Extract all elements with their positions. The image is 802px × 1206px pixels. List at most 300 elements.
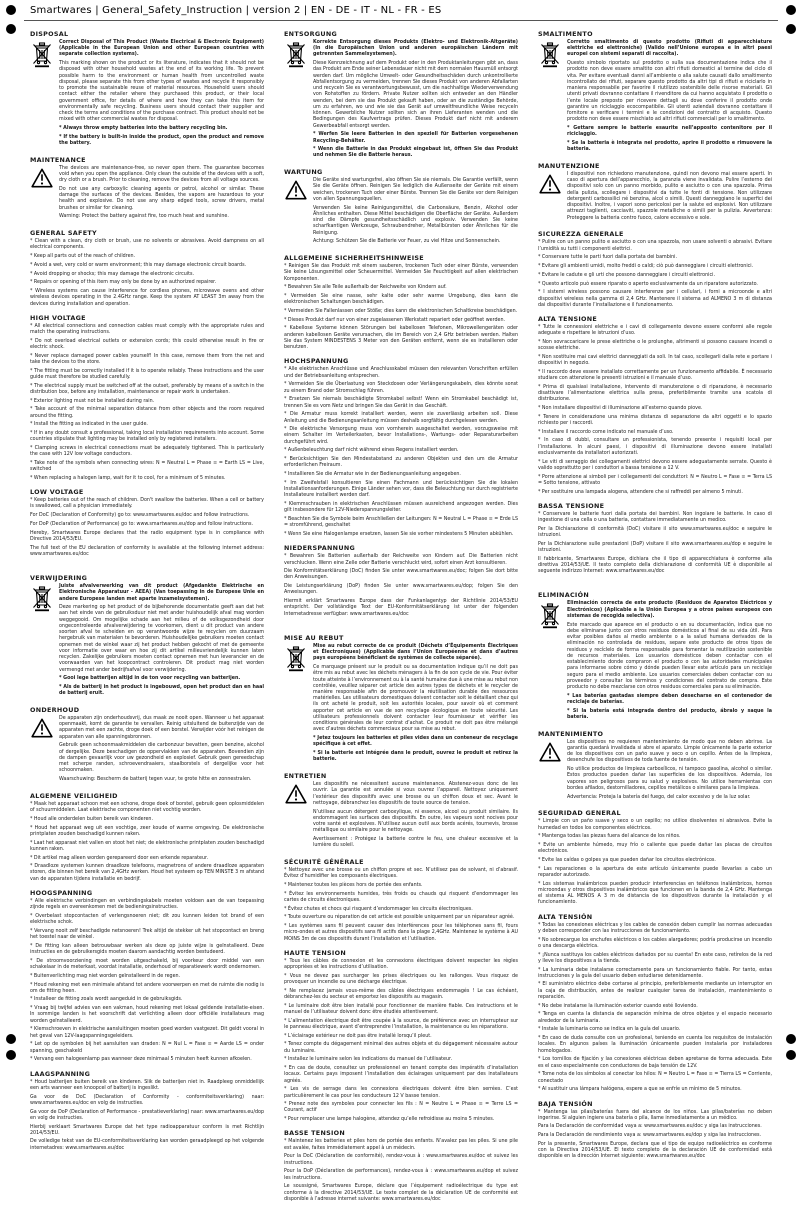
section-text: * El suministro eléctrico debe cortarse al principio, preferiblemente mediante un interruptor en la caja de distribución, antes de realizar cualquier tarea de instalación, mantenimiento o reparación. (538, 982, 772, 1001)
section-title: MANUTENZIONE (538, 162, 772, 170)
section-text: Mise au rebut correcte de ce produit (Déchets d’Équipements Électriques et Électroniques) (Applicable dans l’Union Européenne et dans d’autres pays européens bénéficiant de systèmes de collecte séparée). (313, 644, 518, 663)
registration-mark (6, 1050, 16, 1060)
section-text: * Do not overload electrical outlets or extension cords; this could otherwise result in fire or electric shock. (30, 339, 264, 351)
section-text: No utilice productos de limpieza carboxílicos, ni tampoco gasolina, alcohol o similar. Estos productos pueden dañar las superficies de los dispositivos. Además, los vapores son peligrosos para su salud y explosivos. No utilice herramientas con bordes afilados, destornilladores, cepillos metálicos o similares para la limpieza. (567, 767, 772, 792)
section-content (30, 40, 264, 150)
section-text: Die Konformitätserklärung (DoC) finden Sie unter www.smartwares.eu/doc; folgen Sie dort bitte den Anweisungen. (284, 569, 518, 581)
section-text: Korrekte Entsorgung dieses Produkts (Elektro- und Elektronik-Altgeräte) (In die Europäischen Union und anderen europäischen Ländern mit getrennten Sammelsystemen). (313, 40, 518, 59)
section-text: * Toute ouverture ou réparation de cet article est possible uniquement par un réparateur agréé. (284, 915, 518, 921)
section-text: * Evitare gli ambienti umidi, molto freddi o caldi; ciò può danneggiare i circuiti elettronici. (538, 264, 772, 270)
section-doc-dop-en (30, 513, 264, 528)
section-text: * Si la batería está integrada dentro del producto, ábralo y saque la batería. (567, 709, 772, 721)
section-title: HIGH VOLTAGE (30, 314, 264, 322)
section-content (30, 1125, 264, 1152)
section-high-voltage-it (538, 315, 772, 496)
section-text: * Houd rekening met een minimale afstand tot andere voorwerpen en met de ruimte die nodig is om de fitting heen. (30, 983, 264, 995)
section-text: * Installieren Sie die Armatur wie in der Bedienungsanleitung angegeben. (284, 472, 518, 478)
section-text: * Die Armatur muss korrekt installiert werden, wenn sie zuverlässig arbeiten soll. Diese Anleitung und die Bedienungsanleitung müssen deshalb sorgfältig durchgelesen werden. (284, 412, 518, 424)
section-text: * Vervang nooit zelf beschadigde netsnoeren! Trek altijd de stekker uit het stopcontact en breng het toestel naar de winkel. (30, 929, 264, 941)
section-text: Warning: Protect the battery against fire, too much heat and sunshine. (59, 214, 264, 220)
section-content (538, 740, 772, 804)
section-text: * Limpie con un paño suave y seco o un cepillo; no utilice disolventes ni abrasivos. Evite la humedad en todos los componentes eléctricos. (538, 819, 772, 831)
section-text: * Gooi lege batterijen altijd in de ton voor recycling van batterijen. (59, 676, 264, 682)
section-text: Ga voor de DoP (Declaration of Performance - prestatieverklaring) naar: www.smartwares.eu/dop en volg de instructies. (30, 1110, 264, 1122)
section-text: * Installeer de fitting zoals wordt aangeduid in de gebruiksgids. (30, 997, 264, 1003)
section-general-safety-en (30, 229, 264, 308)
section-text: * Klemmschrauben in elektrischen Anschlüssen müssen ausreichend angezogen werden. Dies gilt insbesondere für 12V-Niederspannungsleiter. (284, 502, 518, 514)
section-text: Verwenden Sie keine Reinigungsmittel, die Carbonsäure, Benzin, Alkohol oder Ähnliches enthalten. Diese Mittel beschädigen die Oberfläche der Geräte. Außerdem sind die Dämpfe gesundheitsschädlich und explosiv. Verwenden Sie keine scharfkantigen Werkzeuge, Schraubendreher, Metallbürsten oder Ähnliches für die Reinigung. (313, 206, 518, 237)
section-high-voltage-de (284, 357, 518, 538)
section-text: * Tenez compte du dégagement minimal des autres objets et du dégagement nécessaire autour du luminaire. (284, 1042, 518, 1054)
section-content (30, 1095, 264, 1122)
section-content (30, 584, 264, 700)
section-doc-dop-it (538, 527, 772, 554)
section-declaration-it (538, 557, 772, 576)
registration-mark (786, 1050, 796, 1060)
section-content (284, 40, 518, 162)
section-title: ALTA TENSIÓN (538, 913, 772, 921)
section-title: HAUTE TENSION (284, 949, 518, 957)
document-body (30, 30, 772, 1206)
section-title: DISPOSAL (30, 30, 264, 38)
section-text: * Las reparaciones o la apertura de este artículo únicamente puede llevarlas a cabo un reparador autorizado. (538, 867, 772, 879)
section-disposal-fr (284, 634, 518, 766)
section-low-voltage-de (284, 544, 518, 566)
section-text: Ga voor de DoC (Declaration of Conformity - conformiteitsverklaring) naar: www.smartwares.eu/doc en volg de instructies. (30, 1095, 264, 1107)
section-text: * Ersetzen Sie niemals beschädigte Stromkabel selbst! Wenn ein Stromkabel beschädigt ist, trennen Sie es vom Netz und bringen Sie das Gerät in das Geschäft. (284, 397, 518, 409)
section-text: Achtung: Schützen Sie die Batterie vor Feuer, zu viel Hitze und Sonnenschein. (313, 239, 518, 245)
section-text: Deze markering op het product of de bijbehorende documentatie geeft aan dat het aan het einde van de gebruiksduur niet met ander huishoudelijk afval mag worden weggegooid. Om mogelijke schade aan het milieu of de volksgezondheid door ongecontroleerde afvalverwijdering te voorkomen, dient u dit product van andere soorten afval te scheiden en op verantwoorde wijze te recyclen om duurzaam hergebruik van materialen te bevorderen. Huishoudelijke gebruikers moeten contact opnemen met de winkel waar zij het product hebben gekocht of met de gemeente voor informatie over waar en hoe zij dit artikel milieuvriendelijk kunnen laten recyclen. Zakelijke gebruikers moeten contact opnemen met hun leverancier en de voorwaarden van het koopcontract controleren. Dit product mag niet worden vermengd met ander bedrijfsafval voor verwijdering. (59, 605, 264, 674)
section-low-voltage-fr (284, 1129, 518, 1151)
section-text: Eliminación correcta de este producto (Residuos de Aparatos Eléctricos y Electrónicos) (Aplicable a la Unión Europea y a otros países europeos con sistemas de recogida selectiva). (567, 601, 772, 620)
section-content (284, 1154, 518, 1181)
section-text: * Always throw empty batteries into the battery recycling bin. (59, 126, 264, 132)
section-text: Per la Dichiarazione sulle prestazioni (DoP) visitare il sito www.smartwares.eu/dop e seguire le istruzioni. (538, 542, 772, 554)
section-text: * Installez le luminaire selon les indications du manuel de l’utilisateur. (284, 1057, 518, 1063)
section-content (30, 531, 264, 558)
section-content (284, 1139, 518, 1151)
section-text: * En caso de duda consulte con un profesional, teniendo en cuenta los requisitos de instalación locales. En algunos países la iluminación únicamente pueden instalarla por instaladores homologados. (538, 1036, 772, 1055)
section-content (30, 166, 264, 223)
section-text: * Prenez note des symboles pour connecter les fils : N = Neutre L = Phase ≡ = Terre LS = Courant, actif (284, 1102, 518, 1114)
section-title: HOCHSPANNUNG (284, 357, 518, 365)
section-text: * In caso di dubbi, consultare un professionista, tenendo presente i requisiti locali per l’installazione. In alcuni paesi, i dispositivi di illuminazione devono essere installati esclusivamente da installatori autorizzati. (538, 438, 772, 457)
section-high-voltage-en (30, 314, 264, 482)
section-text: Correct Disposal of This Product (Waste Electrical & Electronic Equipment) (Applicable in the European Union and other European countries with separate collection systems). (59, 40, 264, 59)
section-title: LOW VOLTAGE (30, 488, 264, 496)
section-content (30, 716, 264, 786)
section-text: * Evite las caídas o golpes ya que pueden dañar los circuitos electrónicos. (538, 858, 772, 864)
section-text: * Wenn Sie eine Halogenlampe ersetzen, lassen Sie sie vorher mindestens 5 Minuten abkühlen. (284, 532, 518, 538)
language-block-es (538, 591, 772, 1160)
section-text: * Tutte le connessioni elettriche e i cavi di collegamento devono essere conformi alle regole adeguate e rispettare le istruzioni d’uso. (538, 325, 772, 337)
section-title: BASSE TENSION (284, 1129, 518, 1137)
section-text: * L’éclairage extérieur ne doit pas être installé lorsqu’il pleut. (284, 1034, 518, 1040)
section-maintenance-it (538, 162, 772, 224)
section-text: The full text of the EU declaration of conformity is available at the following internet address: www.smartwares.eu/doc (30, 546, 264, 558)
section-text: * Vermeiden Sie die Überlastung von Steckdosen oder Verlängerungskabeln, dies könnte sonst zu einem Brand oder Stromschlag führen. (284, 382, 518, 394)
section-text: * Instale la luminaria como se indica en la guía del usuario. (538, 1027, 772, 1033)
section-text: Le soussigné, Smartwares Europe, déclare que l’équipement radioélectrique du type est conforme à la directive 2014/53/UE. Le texte complet de la déclaration UE de conformité est disponible à l’adresse internet suivante: www.smartwares.eu/doc (284, 1184, 518, 1203)
column-1 (30, 30, 264, 1154)
section-text: Este marcado que aparece en el producto o en su documentación, indica que no debe eliminarse junto con otros residuos domésticos al final de su vida útil. Para evitar posibles daños al medio ambiente o a la salud humana derivados de la eliminación no controlada de residuos, separe este producto de otros tipos de residuos y recíclelo de forma responsable para fomentar la reutilización sostenible de recursos materiales. Los usuarios domésticos deben contactar con el establecimiento donde compraron el producto o con las autoridades municipales para informarse sobre cómo y dónde pueden llevar este artículo para un reciclaje seguro para el medio ambiente. Los usuarios comerciales deben contactar con su proveedor y consultar los términos y condiciones del contrato de compra. Este producto no debe mezclarse con otros residuos comerciales para su eliminación. (567, 623, 772, 692)
section-text: * If in any doubt consult a professional, taking local installation requirements into account. Some countries stipulate that lighting may be installed only by registered installers. (30, 431, 264, 443)
section-text: * Houd het apparaat weg uit een vochtige, zeer koude of warme omgeving. De elektronische printplaten zouden beschadigd kunnen raken. (30, 826, 264, 838)
section-title: ALLGEMEINE SICHERHEITSHINWEISE (284, 254, 518, 262)
section-declaration-fr (284, 1184, 518, 1203)
section-maintenance-de (284, 168, 518, 248)
section-text: * Pulire con un panno pulito e asciutto o con una spazzola, non usare solventi o abrasivi. Evitare l’umidità su tutti i componenti elettrici. (538, 240, 772, 252)
section-text: * Never replace damaged power cables yourself! In this case, remove them from the net and take the devices to the store. (30, 354, 264, 366)
section-text: * De stroomvoorziening moet worden uitgeschakeld, bij voorkeur door middel van een schakelaar in de meterkast, voordat installatie, onderhoud of reparatiewerk wordt ondernomen. (30, 959, 264, 971)
section-content (538, 172, 772, 224)
section-text: Gebruik geen schoonmaakmiddelen die carbonzuur bevatten, geen benzine, alcohol of dergelijke. Deze beschadigen de oppervlakken van de apparaten. Bovendien zijn de dampen gevaarlijk voor uw gezondheid en explosief. Gebruik geen gereedschap met scherpe randen, schroevendraaiers, staalborstels of dergelijke voor het schoonmaken. (59, 743, 264, 774)
section-text: * ¡Nunca sustituya los cables eléctricos dañados por su cuenta! En este caso, retírelos de la red y lleve los dispositivos a la tienda. (538, 953, 772, 965)
section-text: * Vraag bij twijfel advies van een vakman, houd rekening met lokaal geldende installatie-eisen. In sommige landen is het voorschrift dat verlichting alleen door officiële installateurs mag worden geïnstalleerd. (30, 1006, 264, 1025)
section-text: * Avoid dropping or shocks; this may damage the electronic circuits. (30, 272, 264, 278)
section-text: Do not use any carboxylic cleaning agents or petrol, alcohol or similar. These damage the surfaces of the devices. Besides, the vapors are hazardous to your health and explosive. Do not use any sharp edged tools, screw drivers, metal brushes or similar for cleaning. (59, 187, 264, 212)
section-text: * Clean with a clean, dry cloth or brush, use no solvents or abrasives. Avoid dampness on all electrical components. (30, 239, 264, 251)
section-text: * Vermeiden Sie eine nasse, sehr kalte oder sehr warme Umgebung, dies kann die elektronischen Schaltungen beschädigen. (284, 294, 518, 306)
section-general-safety-de (284, 254, 518, 351)
section-text: * Non installare dispositivi di illuminazione all’esterno quando piove. (538, 406, 772, 412)
section-text: * Keep batteries out of the reach of children. Don't swallow the batteries. When a cell or battery is swallowed, call a physician immediately. (30, 498, 264, 510)
section-text: * Maak het apparaat schoon met een schone, droge doek of borstel, gebruik geen oplosmiddelen of schuurmiddelen. Laat elektrische componenten niet vochtig worden. (30, 802, 264, 814)
section-content (284, 178, 518, 248)
section-low-voltage-en (30, 488, 264, 510)
section-text: * Jetez toujours les batteries et piles vides dans un conteneur de recyclage spécifique à cet effet. (313, 736, 518, 748)
section-text: N’utilisez aucun détergent carboxylique, ni essence, alcool ou produit similaire. Ils endommagent les surfaces des dispositifs. En outre, les vapeurs sont nocives pour votre santé et explosives. N’utilisez aucun outil aux bords acérés, tournevis, brosse métallique ou similaire pour le nettoyage. (313, 810, 518, 835)
section-text: Avertissement : Protégez la batterie contre le feu, une chaleur excessive et la lumière du soleil. (313, 837, 518, 849)
section-text: For DoC (Declaration of Conformity) go to: www.smartwares.eu/doc and follow instructions. (30, 513, 264, 519)
section-text: * L’alimentation électrique doit être coupée à la source, de préférence avec un interrupteur sur le panneau électrique, avant d’entreprendre l’installation, la maintenance ou les réparations. (284, 1019, 518, 1031)
section-content (284, 644, 518, 766)
section-declaration-en (30, 531, 264, 558)
section-maintenance-nl (30, 706, 264, 786)
section-text: * No sobrecargue los enchufes eléctricos o los cables alargadores; podría producirse un incendio o una descarga eléctrica. (538, 938, 772, 950)
section-text: * Las baterías gastadas siempre deben desecharse en el contenedor de reciclaje de baterías. (567, 694, 772, 706)
section-title: MISE AU REBUT (284, 634, 518, 642)
language-block-nl (30, 574, 264, 1152)
section-text: * Evite un ambiente húmedo, muy frío o caliente que puede dañar las placas de circuitos electrónicos. (538, 843, 772, 855)
section-text: For DoP (Declaration of Performance) go to: www.smartwares.eu/dop and follow instructions. (30, 522, 264, 528)
section-text: * Évitez les environnements humides, très froids ou chauds qui risquent d’endommager les cartes de circuits électroniques. (284, 892, 518, 904)
section-text: * Vervang een halogeenlamp pas wanneer deze minimaal 5 minuten heeft kunnen afkoelen. (30, 1057, 264, 1063)
section-text: Corretto smaltimento di questo prodotto (Rifiuti di apparecchiature elettriche ed elettroniche) (Valido nell’Unione europea e in altri paesi europei con sistemi separati di raccolta). (567, 40, 772, 59)
section-doc-dop-nl (30, 1095, 264, 1122)
section-text: * Die elektrische Versorgung muss von vornherein ausgeschaltet werden, vorzugsweise mit einem Schalter im Verteilerkasten, bevor Installations-, Wartungs- oder Reparaturarbeiten durchgeführt wird. (284, 427, 518, 446)
section-text: * Se la batteria è integrata nel prodotto, aprire il prodotto e rimuovere la batteria. (567, 141, 772, 153)
section-doc-dop-es (538, 1124, 772, 1139)
section-content (30, 899, 264, 1064)
section-text: * Exterior lighting must not be installed during rain. (30, 399, 264, 405)
section-text: * Alle elektrischen Anschlüsse und Anschlusskabel müssen den relevanten Vorschriften erfüllen und der Betriebsanleitung entsprechen. (284, 367, 518, 379)
section-text: * Vermeiden Sie Fallenlassen oder Stöße; dies kann die elektronischen Schaltkreise beschädigen. (284, 309, 518, 315)
section-text: * Im Zweifelsfall konsultieren Sie einen Fachmann und berücksichtigen Sie die lokalen Installationsanforderungen. Einige Länder sehen vor, dass die Beleuchtung nur durch registrierte Installateure installiert werden darf. (284, 481, 518, 500)
warning-triangle-icon (30, 166, 54, 223)
section-content (30, 513, 264, 528)
section-text: * Take account of the minimal separation distance from other objects and the room required around the fitting. (30, 407, 264, 419)
section-content (538, 601, 772, 723)
section-general-safety-fr (284, 858, 518, 943)
section-high-voltage-es (538, 913, 772, 1094)
section-title: MAINTENANCE (30, 156, 264, 164)
section-text: Juiste afvalverwerking van dit product (Afgedankte Elektrische en Elektronische Apparatuur - AEEA) (Van toepassing in de Europese Unie en andere Europese landen met aparte inzamelsystemen). (59, 584, 264, 603)
section-general-safety-es (538, 809, 772, 906)
language-block-it (538, 30, 772, 575)
section-content (30, 1080, 264, 1092)
section-text: Die Geräte sind wartungsfrei, also öffnen Sie sie niemals. Die Garantie verfällt, wenn Sie die Geräte öffnen. Reinigen Sie lediglich die Außenseite der Geräte mit einem weichen, trockenen Tuch oder einer Bürste. Trennen Sie die Geräte vor dem Reinigen von allen Spannungsquellen. (313, 178, 518, 203)
section-text: * Wenn die Batterie in das Produkt eingebaut ist, öffnen Sie das Produkt und nehmen Sie die Batterie heraus. (313, 147, 518, 159)
section-text: * Alle elektrische verbindingen en verbindingskabels moeten voldoen aan de van toepassing zijnde regels en overeenkomen met de bedieningsinstructies. (30, 899, 264, 911)
section-text: * Bewahren Sie Batterien außerhalb der Reichweite von Kindern auf. Die Batterien nicht verschlucken. Wenn eine Zelle oder Batterie verschluckt wird, sofort einen Arzt konsultieren. (284, 554, 518, 566)
section-text: * Overbelast stopcontacten of verlengsnoeren niet; dit zou kunnen leiden tot brand of een elektrische schok. (30, 914, 264, 926)
section-text: Para la Declaración de conformidad vaya a: www.smartwares.eu/doc y siga las instrucciones. (538, 1124, 772, 1130)
section-text: * Außenbeleuchtung darf nicht während eines Regens installiert werden. (284, 448, 518, 454)
section-title: MANTENIMIENTO (538, 730, 772, 738)
section-text: * Los tornillos de fijación y las conexiones eléctricas deben apretarse de forma adecuada. Este es el caso especialmente con conductores de baja tensión de 12V. (538, 1057, 772, 1069)
section-text: * Tenere in considerazione una minima distanza di separazione da altri oggetti e lo spazio richiesto per i raccordi. (538, 415, 772, 427)
section-high-voltage-nl (30, 889, 264, 1064)
section-text: Ce marquage présent sur le produit ou sa documentation indique qu’il ne doit pas être mis au rebut avec les déchets ménagers à la fin de son cycle de vie. Pour éviter toute atteinte à l’environnement ou à la santé humaine due à une mise au rebut non contrôlée, veuillez séparer cet article des autres types de déchets et le recycler de manière responsable afin de promouvoir la réutilisation durable des ressources matérielles. Les utilisateurs domestiques doivent contacter soit le détaillant chez qui ils ont acheté le produit, soit les autorités locales, pour savoir où et comment apporter cet article en vue de son recyclage écologique en toute sécurité. Les utilisateurs professionnels doivent contacter leur fournisseur et vérifier les conditions générales de leur contrat d’achat. Ce produit ne doit pas être mélangé avec d’autres déchets commerciaux pour sa mise au rebut. (313, 665, 518, 734)
section-title: ALGEMENE VEILIGHEID (30, 792, 264, 800)
section-declaration-de (284, 599, 518, 618)
header-divider (24, 20, 778, 21)
section-text: I dispositivi non richiedono manutenzione, quindi non devono mai essere aperti. In caso di apertura dell’apparecchio, la garanzia viene invalidata. Pulire l’esterno dei dispositivi solo con un panno morbido, pulito e asciutto o con una spazzola. Prima della pulizia, scollegare i dispositivi da tutte le fonti di tensione. Non utilizzare detergenti carbossilici né benzina, alcol o simili. Questi danneggiano le superfici dei dispositivi. Inoltre, i vapori sono pericolosi per la salute ed esplosivi. Non utilizzare attrezzi taglienti, cacciaviti, spazzole metalliche o simili per la pulizia. Avvertenza: Proteggere la batteria contro fuoco, calore eccessivo e sole. (567, 172, 772, 222)
section-text: Pour la DoC (Déclaration de conformité), rendez-vous à : www.smartwares.eu/doc et suivez les instructions. (284, 1154, 518, 1166)
warning-triangle-icon (538, 740, 562, 804)
section-text: * Évitez chutes et chocs qui risquent d’endommager les circuits électroniques. (284, 907, 518, 913)
section-text: * Buitenverlichting mag niet worden geïnstalleerd in de regen. (30, 974, 264, 980)
section-text: * Wireless systems can cause interference for cordless phones, microwave ovens and other wireless devices operating in the 2.4GHz range. Keep the system AT LEAST 3m away from the devices during installation and operation. (30, 289, 264, 308)
section-text: * Beachten Sie die Symbole beim Anschließen der Leitungen: N = Neutral L = Phase ≡ = Erde LS = stromführend, geschaltet (284, 517, 518, 529)
section-text: This marking shown on the product or its literature, indicates that it should not be disposed with other household wastes at the end of its working life. To prevent possible harm to the environment or human health from uncontrolled waste disposal, please separate this from other types of wastes and recycle it responsibly to promote the sustainable reuse of material resources. Household users should contact either the retailer where they purchased this product, or their local government office, for details of where and how they can take this item for environmentally safe recycling. Business users should contact their supplier and check the terms and conditions of the purchase contract. This product should not be mixed with other commercial wastes for disposal. (59, 61, 264, 123)
section-text: * Si la batterie est intégrée dans le produit, ouvrez le produit et retirez la batterie. (313, 751, 518, 763)
section-text: Die Leistungserklärung (DoP) finden Sie unter www.smartwares.eu/dop; folgen Sie den Anweisungen. (284, 584, 518, 596)
section-content (30, 802, 264, 883)
section-text: * Non sostituire mai cavi elettrici danneggiati da soli. In tal caso, scollegarli dalla rete e portare i dispositivi in negozio. (538, 355, 772, 367)
section-title: BASSA TENSIONE (538, 502, 772, 510)
section-text: Questo simbolo riportato sul prodotto o sulla sua documentazione indica che il prodotto non deve essere smaltito con altri rifiuti domestici al termine del ciclo di vita. Per evitare eventuali danni all’ambiente o alla salute causati dallo smaltimento incontrollato dei rifiuti, separare questo prodotto da altri tipi di rifiuti e riciclarlo in maniera responsabile per favorire il riutilizzo sostenibile delle risorse materiali. Gli utenti privati dovranno contattare il rivenditore da cui hanno acquistato il prodotto o l’ente locale preposto per ricevere dettagli su dove conferire il prodotto onde garantire un riciclaggio ecocompatibile. Gli utenti aziendali dovranno contattare il fornitore e verificare i termini e le condizioni del contratto di acquisto. Questo prodotto non deve essere mischiato ad altri rifiuti commerciali per lo smaltimento. (567, 61, 772, 123)
section-text: Hierbij verklaart Smartwares Europe dat het type radioapparatuur conform is met Richtlijn 2014/53/EU. (30, 1125, 264, 1137)
section-content (538, 527, 772, 554)
section-content (538, 557, 772, 576)
section-text: * When replacing a halogen lamp, wait for it to cool, for a minimum of 5 minutes. (30, 476, 264, 482)
section-text: * Repairs or opening of this item may only be done by an authorized repairer. (30, 280, 264, 286)
section-maintenance-en (30, 156, 264, 223)
section-text: * The electrical supply must be switched off at the outset, preferably by means of a switch in the distribution box, before any installation, maintenance or repair work is undertaken. (30, 384, 264, 396)
document-title: Smartwares | General_Safety_Instruction | version 2 | EN - DE - IT - NL - FR - ES (30, 5, 441, 16)
section-title: SICUREZZA GENERALE (538, 230, 772, 238)
section-text: De volledige tekst van de EU-conformiteitsverklaring kan worden geraadpleegd op het volgende internetadres: www.smartwares.eu/doc (30, 1139, 264, 1151)
section-content (284, 599, 518, 618)
section-text: * Non sovraccaricare le prese elettriche o le prolunghe, altrimenti si possono causare incendi o scosse elettriche. (538, 340, 772, 352)
section-text: * Le viti di serraggio dei collegamenti elettrici devono essere adeguatamente serrate. Questo è valido soprattutto per i conduttori a bassa tensione a 12 V. (538, 460, 772, 472)
section-text: * La luminaria debe instalarse correctamente para un funcionamiento fiable. Por tanto, estas instrucciones y la guía del usuario deben estudiarse detenidamente. (538, 968, 772, 980)
section-content (30, 324, 264, 482)
warning-triangle-icon (284, 782, 308, 852)
section-text: * Los sistemas inalámbricos pueden producir interferencias en teléfonos inalámbricos, hornos microondas y otros dispositivos inalámbricos que funcionen en la banda de 2,4 GHz. Mantenga el sistema AL MENOS A 3 m de distancia de los dispositivos durante la instalación y el funcionamiento. (538, 882, 772, 907)
section-text: The devices are maintenance-free, so never open them. The guarantee becomes void when you open the appliance. Only clean the outside of the devices with a soft, dry cloth or a brush. Prior to cleaning, remove the devices from all voltage sources. (59, 166, 264, 185)
section-text: * Gettare sempre le batterie esaurite nell’apposito contenitore per il riciclaggio. (567, 126, 772, 138)
section-text: * Todas las conexiones eléctricas y los cables de conexión deben cumplir las normas adecuadas y deben corresponder con las instrucciones de funcionamiento. (538, 923, 772, 935)
section-text: * Il raccordo deve essere installato correttamente per un funzionamento affidabile. È necessario studiare con attenzione le presenti istruzioni e il manuale d’uso. (538, 370, 772, 382)
section-title: SEGURIDAD GENERAL (538, 809, 772, 817)
column-2 (284, 30, 518, 1206)
section-text: * The fitting must be correctly installed if it is to operate reliably. These instructions and the user guide must therefore be studied carefully. (30, 369, 264, 381)
section-text: Per la Dichiarazione di conformità (DoC) visitare il sito www.smartwares.eu/doc e seguire le istruzioni. (538, 527, 772, 539)
section-text: * Werfen Sie leere Batterien in den speziell für Batterien vorgesehenen Recycling-Behälter. (313, 132, 518, 144)
section-content (538, 240, 772, 309)
section-text: * Installare il raccordo come indicato nel manuale d’uso. (538, 430, 772, 436)
warning-triangle-icon (284, 178, 308, 248)
section-text: * Clamping screws in electrical connections must be adequately tightened. This is particularly the case with 12V low voltage conductors. (30, 446, 264, 458)
section-text: * Porre attenzione ai simboli per i collegamenti dei conduttori: N = Neutro L = Fase ≡ = Terra LS = Sotto tensione, attivato (538, 475, 772, 487)
section-content (284, 569, 518, 596)
section-content (284, 554, 518, 566)
section-text: * Conservare tutte le parti fuori dalla portata dei bambini. (538, 255, 772, 261)
section-text: * Let op de symbolen bij het aansluiten van draden: N = Nul L = Fase ≡ = Aarde LS = onder spanning, geschakeld (30, 1042, 264, 1054)
section-text: * Houd alle onderdelen buiten bereik van kinderen. (30, 817, 264, 823)
warning-triangle-icon (30, 716, 54, 786)
section-text: * Tome nota de los símbolos al conectar los hilos: N = Neutro L = Fase ≡ = Tierra LS = Corriente, conectado (538, 1072, 772, 1084)
weee-bin-icon (284, 644, 308, 766)
section-text: Los dispositivos no requieren mantenimiento de modo que no deben abrirse. La garantía quedará invalidada si abre el aparato. Limpie únicamente la parte exterior de los dispositivos con un paño suave y seco o un cepillo. Antes de la limpieza, desenchufe los dispositivos de toda fuente de tensión. (567, 740, 772, 765)
section-text: Hereby, Smartwares Europe declares that the radio equipment type is in compliance with Directive 2014/53/EU. (30, 531, 264, 543)
registration-mark (786, 5, 796, 15)
section-text: * Maintenez les batteries et piles hors de portée des enfants. N’avalez pas les piles. Si une pile est avalée, faites immédiatement appel à un médecin. (284, 1139, 518, 1151)
section-disposal-it (538, 30, 772, 156)
section-text: * If the battery is built-in inside the product, open the product and remove the battery. (59, 135, 264, 147)
registration-mark (6, 5, 16, 15)
section-low-voltage-nl (30, 1070, 264, 1092)
section-disposal-nl (30, 574, 264, 700)
language-block-de (284, 30, 518, 618)
section-text: * Reinigen Sie das Produkt mit einem sauberen, trockenen Tuch oder einer Bürste, verwenden Sie keine Lösungsmittel oder Scheuermittel. Vermeiden Sie Feuchtigkeit auf allen elektrischen Komponenten. (284, 264, 518, 283)
section-text: * Conservare le batterie fuori dalla portata dei bambini. Non ingoiare le batterie. In caso di ingestione di una cella o una batteria, contattare immediatamente un medico. (538, 512, 772, 524)
section-text: Advertencia: Proteja la batería del fuego, del calor excesivo y de la luz solar. (567, 795, 772, 801)
section-text: * De fitting kan alleen betrouwbaar werken als deze op juiste wijze is geïnstalleerd. Deze instructies en de gebruikersgids moeten daarom aandachtig worden bestudeerd. (30, 944, 264, 956)
weee-bin-icon (538, 40, 562, 156)
section-text: * Take note of the symbols when connecting wires: N = Neutral L = Phase ≡ = Earth LS = Live, switched (30, 461, 264, 473)
section-title: ENTSORGUNG (284, 30, 518, 38)
section-disposal-en (30, 30, 264, 150)
section-text: * Dieses Produkt darf nur von einer zugelassenen Werkstatt repariert oder geöffnet werden. (284, 318, 518, 324)
section-content (30, 498, 264, 510)
section-maintenance-fr (284, 772, 518, 852)
section-title: VERWIJDERING (30, 574, 264, 582)
registration-mark (6, 24, 16, 34)
section-content (284, 782, 518, 852)
section-text: * Les systèmes sans fil peuvent causer des interférences pour les téléphones sans fil, fours micro-ondes et autres dispositifs sans fil actifs dans la plage 2,4GHz. Maintenez le système à AU MOINS 3m de ces dispositifs durant l’installation et l’utilisation. (284, 924, 518, 943)
section-text: * No debe instalarse la iluminación exterior cuando esté lloviendo. (538, 1004, 772, 1010)
section-content (538, 819, 772, 906)
registration-mark (6, 1034, 16, 1044)
section-general-safety-nl (30, 792, 264, 883)
section-title: LAAGSPANNING (30, 1070, 264, 1078)
section-text: * Vous ne devez pas surcharger les prises électriques ou les rallonges. Vous risquez de provoquer un incendie ou une décharge électrique. (284, 974, 518, 986)
section-title: WARTUNG (284, 168, 518, 176)
section-text: * Les vis de serrage dans les connexions électriques doivent être bien serrées. C’est particulièrement le cas pour les conducteurs 12 V basse tension. (284, 1087, 518, 1099)
section-title: ENTRETIEN (284, 772, 518, 780)
weee-bin-icon (284, 40, 308, 162)
section-text: * Als de batterij in het product is ingebouwd, open het product dan en haal de batterij eruit. (59, 685, 264, 697)
section-text: * Kabellose Systeme können Störungen bei kabellosen Telefonen, Mikrowellengeräten oder anderen kabellosen Geräte verursachen, die im Bereich von 2,4 GHz betrieben werden. Halten Sie das System MINDESTENS 3 Meter von den Geräten entfernt, wenn sie es installieren oder benutzen. (284, 326, 518, 351)
section-text: De apparaten zijn onderhoudsvrij, dus maak ze nooit open. Wanneer u het apparaat openmaakt, komt de garantie te vervallen. Reinig uitsluitend de buitenzijde van de apparaten met een zachte, droge doek of een borstel. Verwijder vóór het reinigen de apparaten van alle spanningsbronnen. (59, 716, 264, 741)
section-text: Hiermit erklärt Smartwares Europe dass der Funkanlagentyp der Richtlinie 2014/53/EU entspricht. Der vollständige Text der EU-Konformitätserklärung ist unter der folgenden Internetadresse verfügbar: www.smartwares.eu/doc (284, 599, 518, 618)
section-declaration-es (538, 1142, 772, 1161)
section-title: ELIMINACIÓN (538, 591, 772, 599)
section-content (30, 239, 264, 308)
weee-bin-icon (538, 601, 562, 723)
language-block-en (30, 30, 264, 558)
registration-mark (786, 24, 796, 34)
section-text: Diese Kennzeichnung auf dem Produkt oder in den Produktanleitungen gibt an, dass das Produkt am Ende seiner Lebensdauer nicht mit dem normalen Hausmüll entsorgt werden darf. Um mögliche Umwelt- oder Gesundheitsschäden durch unkontrollierte Abfallentsorgung zu vermeiden, trennen Sie dieses Produkt von anderen Abfallarten und recyceln Sie es verantwortungsbewusst, um die nachhaltige Wiederverwendung von Rohstoffen zu fördern. Private Nutzer sollten sich entweder an den Händler wenden, bei dem sie das Produkt gekauft haben, oder an die zuständige Behörde, um zu erfahren, wo und wie sie das Gerät auf umweltfreundliche Weise recyceln können. Gewerbliche Nutzer sollten sich an ihren Lieferanten wenden und die Bedingungen des Kaufvertrags prüfen. Dieses Produkt darf nicht mit anderem Gewerbeabfall entsorgt werden. (313, 61, 518, 130)
section-text: * Questo articolo può essere riparato o aperto esclusivamente da un riparatore autorizzato. (538, 282, 772, 288)
section-title: NIEDERSPANNUNG (284, 544, 518, 552)
language-block-fr (284, 634, 518, 1203)
section-high-voltage-fr (284, 949, 518, 1124)
section-low-voltage-es (538, 1100, 772, 1122)
section-content (284, 264, 518, 351)
section-text: * Avoid a wet, very cold or warm environment; this may damage electronic circuit boards. (30, 263, 264, 269)
section-text: Para la Declaración de rendimiento vaya a: www.smartwares.eu/dop y siga las instrucciones. (538, 1133, 772, 1139)
section-content (538, 1110, 772, 1122)
section-content (538, 923, 772, 1094)
section-text: Waarschuwing: Bescherm de batterij tegen vuur, te grote hitte en zonnestralen. (59, 777, 264, 783)
section-text: Por la presente, Smartwares Europe, declara que el tipo de equipo radioeléctrico es conforme con la Directiva 2014/53/UE. El texto completo de la declaración UE de conformidad está disponible en la dirección Internet siguiente: www.smartwares.eu/doc (538, 1142, 772, 1161)
section-content (538, 325, 772, 496)
section-text: Pour la DoP (Déclaration de performances), rendez-vous à : www.smartwares.eu/dop et suivez les instructions. (284, 1169, 518, 1181)
section-text: * Bewahren Sie alle Teile außerhalb der Reichweite von Kindern auf. (284, 285, 518, 291)
section-text: * Le luminaire doit être bien installé pour fonctionner de manière fiable. Ces instructions et le manuel de l’utilisateur doivent donc être étudiés attentivement. (284, 1004, 518, 1016)
section-doc-dop-de (284, 569, 518, 596)
section-title: SMALTIMENTO (538, 30, 772, 38)
section-title: ALTA TENSIONE (538, 315, 772, 323)
section-doc-dop-fr (284, 1154, 518, 1181)
weee-bin-icon (30, 584, 54, 700)
section-text: * Dit artikel mag alleen worden gerepareerd door een erkende reparateur. (30, 856, 264, 862)
section-text: * Mantenga las pilas/baterías fuera del alcance de los niños. Las pilas/baterías no deben ingerirse. Si alguien ingiere una batería o pila, llame inmediatamente a un médico. (538, 1110, 772, 1122)
section-text: * Berücksichtigen Sie den Mindestabstand zu anderen Objekten und den um die Armatur erforderlichen Freiraum. (284, 457, 518, 469)
section-disposal-de (284, 30, 518, 162)
section-general-safety-it (538, 230, 772, 309)
warning-triangle-icon (538, 172, 562, 224)
section-content (538, 1124, 772, 1139)
section-text: * Al sustituir una lámpara halógena, espere a que se enfríe un mínimo de 5 minutos. (538, 1087, 772, 1093)
section-title: HOOGSPANNING (30, 889, 264, 897)
section-text: * Klemschroeven in elektrische aansluitingen moeten goed worden vastgezet. Dit geldt vooral in het geval van 12V-laagspanningsgeleiders. (30, 1027, 264, 1039)
section-text: * Pour remplacer une lampe halogène, attendez qu’elle refroidisse au moins 5 minutes. (284, 1117, 518, 1123)
section-title: GENERAL SAFETY (30, 229, 264, 237)
section-content (538, 512, 772, 524)
section-text: * Prima di qualsiasi installazione, intervento di manutenzione o di riparazione, è necessario disattivare l’alimentazione elettrica sulla presa, preferibilmente tramite una scatola di distribuzione. (538, 385, 772, 404)
section-content (284, 868, 518, 943)
section-text: * Per sostituire una lampada alogena, attendere che si raffreddi per almeno 5 minuti. (538, 490, 772, 496)
section-text: * Tous les câbles de connexion et les connexions électriques doivent respecter les règles appropriées et les instructions d’utilisation. (284, 959, 518, 971)
section-text: * Laat het apparaat niet vallen en stoot het niet; de elektronische printplaten zouden beschadigd kunnen raken. (30, 841, 264, 853)
section-text: * I sistemi wireless possono causare interferenze per i cellulari, i forni a microonde e altri dispositivi wireless nella gamma di 2,4 GHz. Mantenere il sistema ad ALMENO 3 m di distanza dai dispositivi durante l’installazione e il funzionamento. (538, 290, 772, 309)
document-header (30, 5, 441, 16)
section-text: * En cas de doute, consultez un professionnel en tenant compte des impératifs d’installation locaux. Certains pays imposent l’installation des éclairages uniquement par des installateurs agréés. (284, 1066, 518, 1085)
section-content (284, 959, 518, 1124)
section-text: Les dispositifs ne nécessitent aucune maintenance. Abstenez-vous donc de les ouvrir. La garantie est annulée si vous ouvrez l’appareil. Nettoyez uniquement l’extérieur des dispositifs avec une brosse ou un chiffon doux et sec. Avant le nettoyage, débranchez les dispositifs de toute source de tension. (313, 782, 518, 807)
section-disposal-es (538, 591, 772, 723)
section-maintenance-es (538, 730, 772, 804)
section-text: * Keep all parts out of the reach of children. (30, 254, 264, 260)
section-text: * Mantenga todas las piezas fuera del alcance de los niños. (538, 834, 772, 840)
section-content (538, 1142, 772, 1161)
